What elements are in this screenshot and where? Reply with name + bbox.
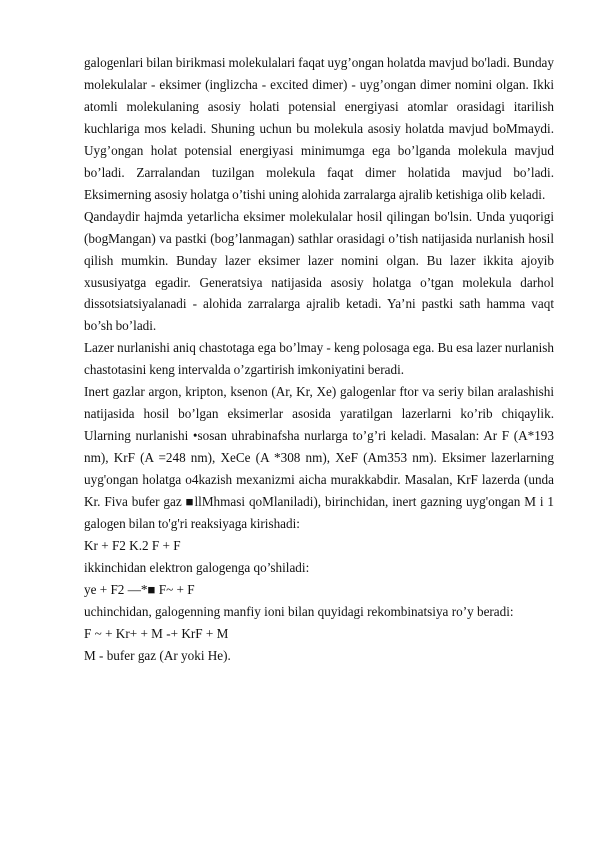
reaction-line-2: ye + F2 —*■ F~ + F — [84, 581, 195, 597]
reaction-line-1: Kr + F2 K.2 F + F — [84, 537, 181, 553]
paragraph-eksimer-definition: galogenlari bilan birikmasi molekulalari faqat uyg’ongan holatda mavjud bo'ladi. Bunday molekulalar - eksimer (inglizcha - excited dimer) - uyg’ongan dimer nomini olgan. Ikki atomli molekulaning asosiy holati potensial energiyasi atomlar orasidagi itarilish kuchlariga mos keladi. Shuning uchun bu molekula asosiy holatda mavjud boMmaydi. Uyg’ongan holat potensial energiyasi minimumga ega bo’lganda molekula mavjud bo’ladi. Zarralandan tuzilgan molekula faqat dimer holatida mavjud bo’ladi. Eksimerning asosiy holatga o’tishi uning alohida zarralarga ajralib ketishiga olib keladi. — [84, 55, 554, 202]
paragraph-inert-gases: Inert gazlar argon, kripton, ksenon (Ar, Kr, Xe) galogenlar ftor va seriy bilan aralashishi natijasida hosil bo’lgan eksimerlar asosida yaratilgan lazerlarni ko’rib chiqaylik. Ularning nurlanishi •sosan uhrabinafsha nurlarga to’g’ri keladi. Masalan: Ar F (A*193 nm), KrF (A =248 nm), XeCe (A *308 nm), XeF (Am353 nm). Eksimer lazerlarning uyg'ongan holatga o4kazish mexanizmi aicha murakkabdir. Masalan, KrF lazerda (unda Kr. Fiva bufer gaz ■llMhmasi qoMlaniladi), birinchidan, inert gazning uyg'ongan M i 1 galogen bilan to'g'ri reaksiyaga kirishadi: — [84, 384, 554, 532]
paragraph-eksimer-laser: Qandaydir hajmda yetarlicha eksimer molekulalar hosil qilingan bo'lsin. Unda yuqorigi (bogMangan) va pastki (bog’lanmagan) sathlar orasidagi o’tish natijasida nurlanish hosil qilish mumkin. Bunday lazer eksimer lazer nomini olgan. Bu lazer ikkita ajoyib xususiyatga egadir. Generatsiya natijasida asosiy holatga o’tgan molekula darhol dissotsiatsiyalanadi - alohida zarralarga ajralib ketadi. Ya’ni pastki sath hamma vaqt bo’sh bo’ladi. — [84, 208, 554, 334]
text-line-third-step: uchinchidan, galogenning manfiy ioni bilan quyidagi rekombinatsiya ro’y beradi: — [84, 603, 514, 619]
text-line-buffer-gas: M - bufer gaz (Ar yoki He). — [84, 647, 231, 663]
text-line-second-step: ikkinchidan elektron galogenga qo’shiladi: — [84, 559, 310, 575]
paragraph-broadband: Lazer nurlanishi aniq chastotaga ega bo’lmay - keng polosaga ega. Bu esa lazer nurlanish chastotasini keng intervalda o’zgartirish imkoniyatini beradi. — [84, 340, 554, 378]
document-page — [84, 52, 554, 667]
reaction-line-3: F ~ + Kr+ + M -+ KrF + M — [84, 625, 229, 641]
